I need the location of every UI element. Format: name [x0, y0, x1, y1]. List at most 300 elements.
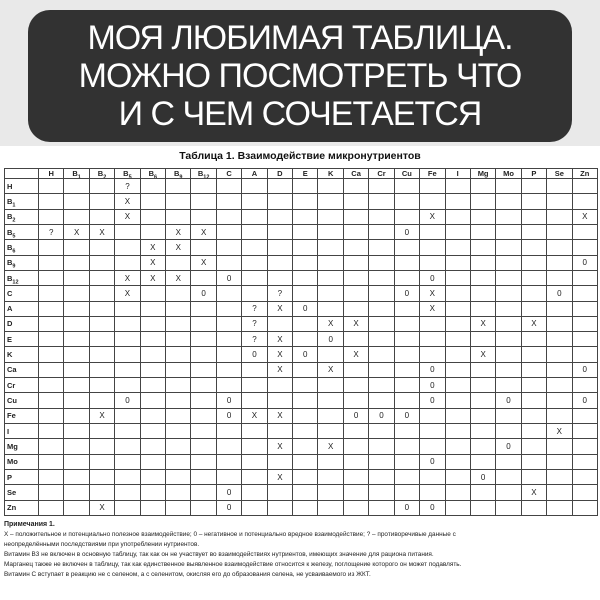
label-subscript: 6: [12, 248, 16, 255]
table-cell: 0: [547, 286, 572, 301]
table-cell: [166, 255, 191, 270]
table-row: [5, 194, 598, 209]
table-row: [5, 485, 598, 500]
table-cell: [39, 362, 64, 377]
table-cell: [318, 393, 343, 408]
table-cell: [39, 316, 64, 331]
table-cell: [39, 270, 64, 285]
table-cell: [547, 209, 572, 224]
table-cell: [369, 286, 394, 301]
column-header: [64, 169, 89, 179]
table-cell: [343, 270, 368, 285]
table-row: [5, 500, 598, 515]
table-cell: [39, 255, 64, 270]
table-cell: [267, 255, 292, 270]
label-base: Cu: [7, 396, 17, 406]
table-cell: [293, 316, 318, 331]
label-base: K: [327, 169, 334, 178]
table-cell: X: [89, 500, 114, 515]
table-cell: [470, 424, 495, 439]
table-cell: [293, 393, 318, 408]
table-cell: [343, 209, 368, 224]
table-cell: [547, 500, 572, 515]
table-cell: [572, 286, 597, 301]
table-cell: 0: [496, 439, 521, 454]
row-header: [5, 209, 39, 224]
table-cell: [191, 240, 216, 255]
table-cell: [318, 286, 343, 301]
table-cell: 0: [420, 500, 445, 515]
table-cell: [293, 332, 318, 347]
table-cell: [64, 301, 89, 316]
table-cell: [39, 301, 64, 316]
table-cell: [343, 301, 368, 316]
column-header: [496, 169, 521, 179]
table-cell: [89, 209, 114, 224]
label-base: Zn: [580, 169, 590, 178]
table-row: [5, 301, 598, 316]
column-header: [216, 169, 241, 179]
table-cell: [242, 179, 267, 194]
table-cell: [572, 439, 597, 454]
table-cell: [369, 347, 394, 362]
table-cell: [64, 179, 89, 194]
column-header: [445, 169, 470, 179]
table-cell: [216, 439, 241, 454]
table-cell: 0: [216, 408, 241, 423]
table-cell: [140, 194, 165, 209]
table-row: [5, 179, 598, 194]
table-cell: [64, 194, 89, 209]
label-base: Ca: [7, 365, 17, 375]
table-cell: [547, 439, 572, 454]
table-cell: [343, 194, 368, 209]
table-cell: [191, 454, 216, 469]
table-cell: [496, 362, 521, 377]
table-cell: [293, 209, 318, 224]
table-cell: [242, 469, 267, 484]
table-cell: [115, 347, 140, 362]
table-cell: [394, 469, 419, 484]
table-cell: [293, 378, 318, 393]
table-cell: X: [521, 316, 546, 331]
label-base: B: [7, 196, 13, 206]
table-cell: [572, 270, 597, 285]
table-cell: 0: [216, 500, 241, 515]
table-cell: [216, 209, 241, 224]
table-cell: [64, 393, 89, 408]
table-cell: [496, 301, 521, 316]
table-cell: X: [140, 270, 165, 285]
table-cell: [394, 255, 419, 270]
table-cell: [140, 408, 165, 423]
label-base: Mo: [7, 457, 18, 467]
table-cell: [521, 378, 546, 393]
label-base: E: [7, 334, 13, 344]
table-cell: [64, 270, 89, 285]
row-header: [5, 500, 39, 515]
table-cell: [318, 301, 343, 316]
banner-line-3: И С ЧЕМ СОЧЕТАЕТСЯ: [118, 95, 482, 133]
table-cell: [496, 469, 521, 484]
table-cell: X: [267, 347, 292, 362]
table-cell: [115, 378, 140, 393]
table-cell: [547, 347, 572, 362]
label-subscript: 6: [154, 174, 158, 179]
table-cell: [216, 347, 241, 362]
table-cell: [140, 224, 165, 239]
label-base: B: [97, 169, 104, 178]
table-cell: [369, 454, 394, 469]
table-cell: [293, 424, 318, 439]
label-base: H: [7, 181, 13, 191]
table-cell: [166, 179, 191, 194]
table-cell: [115, 224, 140, 239]
table-row: [5, 270, 598, 285]
table-cell: [470, 500, 495, 515]
table-cell: [470, 485, 495, 500]
table-cell: [39, 500, 64, 515]
table-cell: [521, 240, 546, 255]
table-cell: [521, 194, 546, 209]
table-cell: [39, 424, 64, 439]
table-cell: [293, 286, 318, 301]
table-cell: [140, 362, 165, 377]
table-cell: [318, 378, 343, 393]
column-header: [267, 169, 292, 179]
column-header: [242, 169, 267, 179]
table-cell: [216, 454, 241, 469]
table-cell: 0: [216, 485, 241, 500]
table-cell: [318, 408, 343, 423]
table-cell: [140, 286, 165, 301]
label-base: A: [7, 304, 13, 314]
table-cell: [369, 362, 394, 377]
table-cell: [89, 316, 114, 331]
table-cell: [445, 240, 470, 255]
table-cell: [394, 378, 419, 393]
table-row: [5, 316, 598, 331]
table-cell: [496, 316, 521, 331]
table-row: [5, 439, 598, 454]
row-header: [5, 424, 39, 439]
table-cell: [420, 255, 445, 270]
table-cell: [64, 362, 89, 377]
table-cell: [191, 347, 216, 362]
table-cell: [39, 469, 64, 484]
table-cell: [343, 179, 368, 194]
table-cell: 0: [470, 469, 495, 484]
table-cell: 0: [216, 393, 241, 408]
table-cell: [343, 362, 368, 377]
table-cell: X: [166, 240, 191, 255]
table-cell: [242, 255, 267, 270]
table-cell: 0: [420, 362, 445, 377]
table-cell: [166, 301, 191, 316]
table-cell: [140, 209, 165, 224]
table-cell: [420, 224, 445, 239]
table-cell: [572, 469, 597, 484]
table-cell: 0: [394, 224, 419, 239]
table-cell: X: [318, 316, 343, 331]
table-cell: [89, 439, 114, 454]
table-cell: [572, 424, 597, 439]
table-cell: [547, 408, 572, 423]
table-cell: [293, 439, 318, 454]
table-cell: [89, 362, 114, 377]
table-cell: [572, 408, 597, 423]
row-header: [5, 439, 39, 454]
table-cell: [166, 286, 191, 301]
table-cell: 0: [420, 270, 445, 285]
table-cell: [166, 332, 191, 347]
table-cell: [64, 439, 89, 454]
table-cell: [547, 378, 572, 393]
table-cell: X: [115, 194, 140, 209]
label-subscript: 5: [12, 233, 16, 240]
table-cell: X: [140, 255, 165, 270]
table-cell: [496, 286, 521, 301]
document-page: [0, 146, 600, 600]
table-cell: X: [89, 408, 114, 423]
table-cell: [293, 179, 318, 194]
table-cell: X: [166, 270, 191, 285]
table-cell: [318, 255, 343, 270]
label-subscript: 12: [12, 279, 19, 286]
table-cell: X: [343, 347, 368, 362]
label-base: B: [148, 169, 154, 178]
table-cell: [293, 408, 318, 423]
table-cell: [89, 301, 114, 316]
table-cell: X: [521, 485, 546, 500]
table-cell: X: [267, 408, 292, 423]
note-line: Витамин С вступает в реакцию не с селеном, а с селенитом, окисляя его до образования селена, не усваиваемого из ЖКТ.: [4, 571, 371, 578]
table-cell: [318, 194, 343, 209]
table-cell: [39, 485, 64, 500]
table-cell: [242, 500, 267, 515]
table-row: [5, 424, 598, 439]
banner-line-2: МОЖНО ПОСМОТРЕТЬ ЧТО: [78, 57, 522, 95]
table-cell: [547, 316, 572, 331]
table-cell: 0: [293, 301, 318, 316]
label-base: Fe: [7, 411, 16, 421]
table-cell: [267, 485, 292, 500]
notes-title: Примечания 1.: [4, 521, 55, 528]
table-cell: [470, 224, 495, 239]
column-header: [39, 169, 64, 179]
banner-line-1: МОЯ ЛЮБИМАЯ ТАБЛИЦА.: [87, 19, 513, 57]
label-base: Cu: [401, 169, 412, 178]
table-cell: [64, 424, 89, 439]
table-cell: [318, 209, 343, 224]
label-base: D: [7, 319, 13, 329]
label-base: Zn: [7, 503, 17, 513]
table-cell: [521, 301, 546, 316]
table-cell: [547, 194, 572, 209]
table-cell: [369, 224, 394, 239]
table-cell: [267, 270, 292, 285]
table-cell: [115, 240, 140, 255]
table-cell: X: [267, 332, 292, 347]
table-cell: [470, 209, 495, 224]
table-cell: [547, 301, 572, 316]
table-row: [5, 469, 598, 484]
table-cell: [343, 332, 368, 347]
label-subscript: 12: [203, 174, 210, 179]
table-cell: [470, 378, 495, 393]
table-cell: [267, 424, 292, 439]
table-cell: [191, 362, 216, 377]
table-cell: [343, 469, 368, 484]
table-cell: [318, 424, 343, 439]
table-cell: [318, 224, 343, 239]
table-cell: 0: [394, 286, 419, 301]
table-cell: [39, 439, 64, 454]
table-cell: X: [267, 469, 292, 484]
table-cell: [191, 179, 216, 194]
table-cell: [496, 240, 521, 255]
row-header: [5, 362, 39, 377]
table-cell: [140, 424, 165, 439]
table-cell: ?: [242, 332, 267, 347]
table-cell: [191, 485, 216, 500]
table-cell: 0: [216, 270, 241, 285]
table-cell: [394, 454, 419, 469]
table-cell: [572, 224, 597, 239]
label-base: E: [302, 169, 308, 178]
table-cell: [343, 485, 368, 500]
label-subscript: 1: [12, 202, 16, 209]
table-cell: [394, 393, 419, 408]
table-cell: [394, 301, 419, 316]
table-cell: [216, 316, 241, 331]
table-cell: [394, 362, 419, 377]
table-cell: [470, 454, 495, 469]
table-cell: [420, 240, 445, 255]
table-cell: 0: [191, 286, 216, 301]
table-cell: [166, 316, 191, 331]
table-cell: [547, 393, 572, 408]
row-header: [5, 301, 39, 316]
label-subscript: 1: [77, 174, 81, 179]
table-cell: [293, 485, 318, 500]
row-header: [5, 347, 39, 362]
table-cell: [496, 332, 521, 347]
table-cell: [39, 408, 64, 423]
table-cell: [89, 347, 114, 362]
table-cell: [470, 393, 495, 408]
table-cell: [445, 270, 470, 285]
table-cell: [89, 255, 114, 270]
column-header: [521, 169, 546, 179]
table-cell: [216, 179, 241, 194]
table-cell: [293, 240, 318, 255]
interaction-table: [4, 168, 598, 516]
table-cell: [242, 393, 267, 408]
table-cell: [394, 316, 419, 331]
table-cell: [343, 286, 368, 301]
table-cell: [242, 209, 267, 224]
table-cell: ?: [267, 286, 292, 301]
table-cell: [115, 454, 140, 469]
table-row: [5, 209, 598, 224]
table-cell: [115, 362, 140, 377]
table-cell: X: [547, 424, 572, 439]
table-cell: [369, 439, 394, 454]
table-cell: [64, 454, 89, 469]
table-cell: [369, 332, 394, 347]
table-cell: [242, 424, 267, 439]
table-cell: ?: [242, 301, 267, 316]
table-cell: [191, 301, 216, 316]
table-cell: [470, 408, 495, 423]
table-cell: [216, 469, 241, 484]
table-cell: [496, 209, 521, 224]
table-cell: 0: [343, 408, 368, 423]
table-cell: [521, 454, 546, 469]
table-cell: [343, 240, 368, 255]
table-cell: [445, 224, 470, 239]
table-cell: [318, 454, 343, 469]
table-cell: 0: [572, 393, 597, 408]
table-cell: [470, 301, 495, 316]
table-cell: [394, 194, 419, 209]
table-cell: [115, 316, 140, 331]
table-cell: [166, 424, 191, 439]
table-row: [5, 393, 598, 408]
table-cell: [369, 301, 394, 316]
table-cell: [445, 393, 470, 408]
table-cell: [445, 255, 470, 270]
table-cell: [293, 255, 318, 270]
table-cell: [242, 240, 267, 255]
table-cell: [216, 362, 241, 377]
table-cell: [318, 179, 343, 194]
table-cell: [420, 347, 445, 362]
table-cell: [521, 347, 546, 362]
table-cell: [547, 240, 572, 255]
table-cell: [547, 179, 572, 194]
table-cell: [242, 362, 267, 377]
table-cell: [115, 485, 140, 500]
table-cell: [445, 500, 470, 515]
table-cell: [191, 194, 216, 209]
table-cell: [343, 393, 368, 408]
label-base: Se: [7, 487, 17, 497]
table-cell: [470, 332, 495, 347]
table-cell: [470, 240, 495, 255]
label-base: I: [456, 169, 459, 178]
table-cell: 0: [293, 347, 318, 362]
table-cell: [369, 393, 394, 408]
table-cell: ?: [39, 224, 64, 239]
table-cell: [216, 424, 241, 439]
table-cell: X: [343, 316, 368, 331]
table-cell: [39, 454, 64, 469]
table-cell: [470, 194, 495, 209]
table-cell: [191, 500, 216, 515]
table-cell: [369, 378, 394, 393]
table-cell: [547, 362, 572, 377]
table-cell: [343, 454, 368, 469]
table-cell: [115, 332, 140, 347]
table-cell: [445, 286, 470, 301]
table-cell: [166, 500, 191, 515]
table-cell: [318, 500, 343, 515]
column-header: [115, 169, 140, 179]
label-base: Se: [554, 169, 564, 178]
label-base: Mo: [503, 169, 514, 178]
